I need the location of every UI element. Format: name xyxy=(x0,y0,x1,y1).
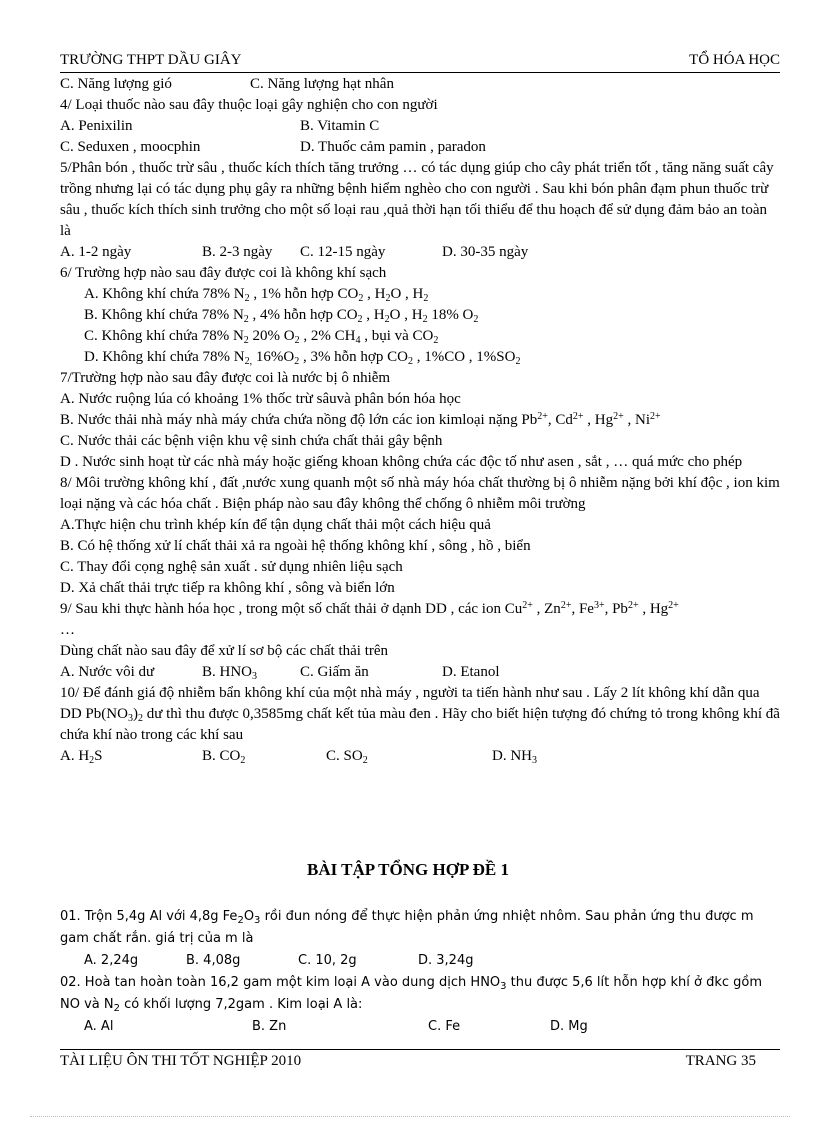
q4-options-cd: C. Seduxen , moocphin D. Thuốc cảm pamin , paradon xyxy=(60,139,486,155)
q01-stem: 01. Trộn 5,4g Al với 4,8g $Fe_2O_3$ rồi đun nóng để thực hiện phản ứng nhiệt nhôm. Sau phản ứng thu được m gam chất rắn. giá trị của m là xyxy=(60,909,754,946)
q5-options: A. 1-2 ngày B. 2-3 ngày C. 12-15 ngày D. 30-35 ngày xyxy=(60,244,529,260)
q6-option-b: B. Không khí chứa 78% $N_2$ , 4% hỗn hợp $CO_2$ , $H_2O$ , $H_2$ 18% $O_2$ xyxy=(84,307,479,325)
q6-stem: 6/ Trường hợp nào sau đây được coi là không khí sạch xyxy=(60,265,387,281)
question-list xyxy=(60,74,780,767)
q5-stem: 5/Phân bón , thuốc trừ sâu , thuốc kích thích tăng trưởng … có tác dụng giúp cho cây phát triển tốt , tăng năng suất cây trồng nhưng lại có tác dụng phụ gây ra những bệnh hiểm nghèo cho con người . Sau khi bón phân đạm phun thuốc trừ sâu , thuốc kích thích sinh trưởng cho một số loại rau ,quả thời hạn tối thiểu để thu hoạch để sử dụng đảm bảo an toàn là xyxy=(60,160,774,239)
q3-options: C. Năng lượng gió C. Năng lượng hạt nhân xyxy=(60,76,394,92)
page-footer xyxy=(60,1049,780,1072)
q10-options: A. $H_2S$ B. $CO_2$ C. $SO_2$ D. $NH_3$ xyxy=(60,748,537,766)
q7-option-c: C. Nước thải các bệnh viện khu vệ sinh chứa chất thải gây bệnh xyxy=(60,433,443,449)
q7-option-b: B. Nước thải nhà máy nhà máy chứa chứa nồng độ lớn các ion kimloại nặng $Pb^{2+}$, $Cd^{2+}$ , $Hg^{2+}$ , $Ni^{2+}$ xyxy=(60,411,661,428)
q4-options-ab: A. Penixilin B. Vitamin C xyxy=(60,118,380,134)
exercise-list xyxy=(60,906,780,1038)
q4-stem: 4/ Loại thuốc nào sau đây thuộc loại gây nghiện cho con người xyxy=(60,97,438,113)
q8-option-c: C. Thay đổi cọng nghệ sản xuất . sử dụng nhiên liệu sạch xyxy=(60,559,403,575)
q7-option-d: D . Nước sinh hoạt từ các nhà máy hoặc giếng khoan không chứa các độc tố như asen , sắt , … quá mức cho phép xyxy=(60,454,743,470)
q6-option-d: D. Không khí chứa 78% $N_{2,}$ $16\%O_2$ , 3% hỗn hợp $CO_2$ , 1%CO , $1\%SO_2$ xyxy=(84,349,521,367)
q8-option-b: B. Có hệ thống xử lí chất thải xả ra ngoài hệ thống không khí , sông , hồ , biển xyxy=(60,538,531,554)
school-name: TRƯỜNG THPT DẦU GIÂY xyxy=(60,52,242,68)
q9-options: A. Nước vôi dư B. $HNO_3$ C. Giấm ăn D. Etanol xyxy=(60,664,500,682)
department-name: TỔ HÓA HỌC xyxy=(689,52,780,68)
page-header xyxy=(60,52,780,73)
q7-stem: 7/Trường hợp nào sau đây được coi là nước bị ô nhiễm xyxy=(60,370,391,386)
q6-option-a: A. Không khí chứa 78% $N_2$ , 1% hỗn hợp $CO_2$ , $H_2O$ , $H_2$ xyxy=(84,286,429,304)
q7-option-a: A. Nước ruộng lúa có khoảng 1% thốc trừ sâuvà phân bón hóa học xyxy=(60,391,461,407)
q02-options: A. Al B. Zn C. Fe D. Mg xyxy=(84,1019,588,1034)
q8-option-a: A.Thực hiện chu trình khép kín để tận dụng chất thải một cách hiệu quả xyxy=(60,517,491,533)
q01-options: A. 2,24g B. 4,08g C. 10, 2g D. 3,24g xyxy=(84,953,474,968)
section-title: BÀI TẬP TỔNG HỢP ĐỀ 1 xyxy=(307,860,509,879)
q6-option-c: C. Không khí chứa 78% $N_2$ 20% $O_2$ , 2% $CH_4$ , bụi và $CO_2$ xyxy=(84,328,439,346)
q9-stem: 9/ Sau khi thực hành hóa học , trong một số chất thải ở dạnh DD , các ion $Cu^{2+}$ , $Zn^{2+}$, $Fe^{3+}$, $Pb^{2+}$ , $Hg^{2+}$ xyxy=(60,600,679,617)
q02-stem: 02. Hoà tan hoàn toàn 16,2 gam một kim loại A vào dung dịch $HNO_3$ thu được 5,6 lít hỗn hợp khí ở đkc gồm NO và $N_2$ có khối lượng 7,2gam . Kim loại A là: xyxy=(60,975,763,1014)
q8-option-d: D. Xả chất thải trực tiếp ra không khí , sông và biển lớn xyxy=(60,580,395,596)
footer-title: TÀI LIỆU ÔN THI TỐT NGHIỆP 2010 xyxy=(60,1053,302,1069)
q10-stem: 10/ Để đánh giá độ nhiễm bẩn không khí của một nhà máy , người ta tiến hành như sau . Lấy 2 lít không khí dẫn qua DD $Pb(NO_3)_2$ dư thì thu được 0,3585mg chất kết tủa màu đen . Hãy cho biết hiện tượng đó chứng tỏ trong không khí đã chứa khí nào trong các khí sau xyxy=(60,685,780,743)
page-number: TRANG 35 xyxy=(685,1053,756,1069)
page-edge-divider xyxy=(30,1116,790,1117)
q8-stem: 8/ Môi trường không khí , đất ,nước xung quanh một số nhà máy hóa chất thường bị ô nhiễm nặng bởi khí độc , ion kim loại nặng và các hóa chất . Biện pháp nào sau đây không thể chống ô nhiễm môi trường xyxy=(60,475,780,512)
q9-line2: Dùng chất nào sau đây để xử lí sơ bộ các chất thải trên xyxy=(60,643,389,659)
q9-ellipsis: … xyxy=(60,622,75,638)
